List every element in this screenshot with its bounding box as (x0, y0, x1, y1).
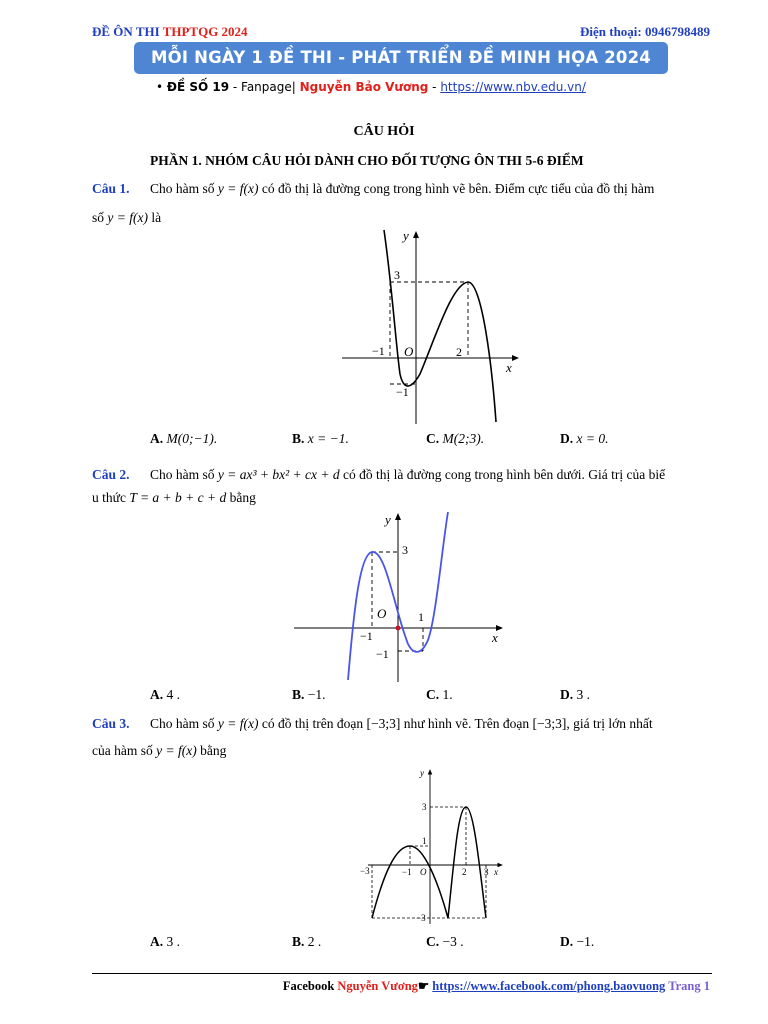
q3-text-3: như hình vẽ. Trên đoạn (403, 716, 530, 731)
q2-formula-2: T = a + b + c + d (129, 490, 227, 505)
exam-subline (156, 80, 586, 94)
question-3-graph (354, 762, 510, 928)
q3-text-4: , giá trị lớn nhất (566, 716, 653, 731)
q3-tick-1y: 1 (422, 836, 427, 846)
option-text: 1. (442, 687, 453, 702)
option-letter: D. (560, 934, 574, 949)
option-letter: A. (150, 934, 164, 949)
q3-tick-3y: 3 (422, 802, 427, 812)
q2-tick-1: 1 (418, 610, 424, 624)
option-text: x = −1. (307, 431, 349, 446)
q2-option-a[interactable] (150, 687, 180, 703)
footer-page-number: Trang 1 (665, 979, 710, 993)
footer (283, 978, 710, 994)
q3-formula-3: [−3;3] (532, 716, 567, 731)
q3-formula-1: y = f(x) (217, 716, 259, 731)
question-2-label: Câu 2. (92, 467, 130, 482)
question-3-line-1 (150, 716, 710, 732)
banner-title: MỖI NGÀY 1 ĐỀ THI - PHÁT TRIỂN ĐỀ MINH HỌA 2024 (134, 42, 668, 74)
q1-option-c[interactable] (426, 431, 484, 447)
q1-option-d[interactable] (560, 431, 608, 447)
question-3-line-2 (92, 743, 712, 759)
q1-y-label: y (403, 228, 409, 243)
option-text: 2 . (307, 934, 322, 949)
option-text: −3 . (442, 934, 464, 949)
header-left-exam: THPTQG 2024 (162, 24, 248, 39)
option-letter: B. (292, 934, 305, 949)
footer-facebook-label: Facebook (282, 979, 338, 993)
q2-text-2: có đồ thị là đường cong trong hình bên dưới. Giá trị của biể (343, 467, 666, 482)
q2-tick-minus1-x: −1 (360, 629, 373, 643)
option-text: x = 0. (576, 431, 609, 446)
q3-x-label: x (494, 867, 498, 877)
header-left-prefix: ĐỀ ÔN THI (92, 24, 163, 39)
question-2-graph (290, 508, 510, 686)
q1-tick-2: 2 (456, 345, 462, 359)
q2-tick-3: 3 (402, 543, 408, 557)
q2-option-c[interactable] (426, 687, 453, 703)
option-letter: D. (560, 431, 574, 446)
q1-formula-2: y = f(x) (107, 210, 148, 225)
option-text: 4 . (166, 687, 180, 702)
option-text: M(0;−1). (166, 431, 218, 446)
q2-option-b[interactable] (292, 687, 326, 703)
option-text: 3 . (166, 934, 180, 949)
bullet: • (156, 80, 164, 94)
q3-curve (372, 807, 486, 918)
question-2-line-2 (92, 490, 712, 506)
q3-origin: O (420, 867, 427, 877)
q1-text-3: số (92, 210, 105, 225)
option-text: −1. (307, 687, 326, 702)
q3-option-d[interactable] (560, 934, 594, 950)
section-title: CÂU HỎI (353, 124, 415, 139)
q2-option-d[interactable] (560, 687, 590, 703)
author-name: Nguyễn Bảo Vương (299, 80, 429, 94)
footer-hand-icon: ☛ (417, 979, 433, 993)
option-letter: A. (150, 687, 164, 702)
part-title: PHẦN 1. NHÓM CÂU HỎI DÀNH CHO ĐỐI TƯỢNG ÔN THI 5-6 ĐIỂM (150, 153, 584, 168)
q3-tick-2x: 2 (462, 867, 467, 877)
q2-tick-minus1-y: −1 (376, 647, 389, 661)
q2-x-label: x (492, 630, 498, 645)
q3-text-5: của hàm số (92, 743, 153, 758)
q3-text-1: Cho hàm số (150, 716, 215, 731)
q3-text-6: bằng (200, 743, 227, 758)
question-1-graph (336, 226, 526, 426)
header-phone: Điện thoại: 0946798489 (580, 24, 710, 39)
q1-tick-minus1-y: −1 (396, 385, 409, 399)
option-letter: C. (426, 934, 440, 949)
header-exam-title (92, 24, 248, 40)
q1-tick-minus1-x: −1 (372, 344, 385, 358)
exam-number: ĐỀ SỐ 19 (166, 80, 230, 94)
q3-option-a[interactable] (150, 934, 180, 950)
q3-option-b[interactable] (292, 934, 321, 950)
q1-option-a[interactable] (150, 431, 217, 447)
q3-tick-minus3-x: −3 (360, 866, 370, 876)
q1-origin: O (404, 344, 414, 359)
footer-author: Nguyễn Vương (337, 979, 418, 993)
option-letter: C. (426, 687, 440, 702)
option-text: 3 . (576, 687, 590, 702)
q1-tick-3: 3 (394, 268, 400, 282)
q2-formula-1: y = ax³ + bx² + cx + d (217, 467, 340, 482)
website-link[interactable]: https://www.nbv.edu.vn/ (440, 80, 586, 94)
q3-tick-3x: 3 (484, 867, 489, 877)
subline-sep: - (428, 80, 441, 94)
q2-y-label: y (385, 512, 391, 527)
option-letter: B. (292, 431, 305, 446)
question-2-line-1 (150, 467, 710, 483)
option-text: M(2;3). (442, 431, 485, 446)
q2-text-3: u thức (92, 490, 126, 505)
q1-formula-1: y = f(x) (217, 181, 259, 196)
fanpage-label: - Fanpage| (229, 80, 300, 94)
option-letter: C. (426, 431, 440, 446)
footer-facebook-link[interactable]: https://www.facebook.com/phong.baovuong (432, 979, 666, 993)
option-letter: D. (560, 687, 574, 702)
option-letter: A. (150, 431, 164, 446)
q1-option-b[interactable] (292, 431, 349, 447)
question-1-label: Câu 1. (92, 181, 130, 196)
q3-formula-2: [−3;3] (366, 716, 401, 731)
q2-text-4: bằng (229, 490, 256, 505)
q3-option-c[interactable] (426, 934, 464, 950)
q1-text-1: Cho hàm số (150, 181, 215, 196)
q3-tick-minus1-x: −1 (402, 867, 412, 877)
question-1-line-1 (150, 181, 710, 197)
option-text: −1. (576, 934, 595, 949)
question-1-line-2 (92, 210, 712, 226)
q3-y-label: y (420, 768, 424, 778)
q1-x-label: x (506, 360, 512, 375)
q3-tick-minus3-y: −3 (416, 913, 426, 923)
q2-point-origin (396, 626, 401, 631)
q1-text-2: có đồ thị là đường cong trong hình vẽ bên. Điểm cực tiểu của đồ thị hàm (261, 181, 655, 196)
q3-formula-4: y = f(x) (156, 743, 197, 758)
question-3-label: Câu 3. (92, 716, 130, 731)
q2-text-1: Cho hàm số (150, 467, 215, 482)
q3-text-2: có đồ thị trên đoạn (261, 716, 364, 731)
footer-divider (92, 973, 712, 974)
q1-text-4: là (151, 210, 162, 225)
q2-origin: O (377, 606, 387, 621)
option-letter: B. (292, 687, 305, 702)
